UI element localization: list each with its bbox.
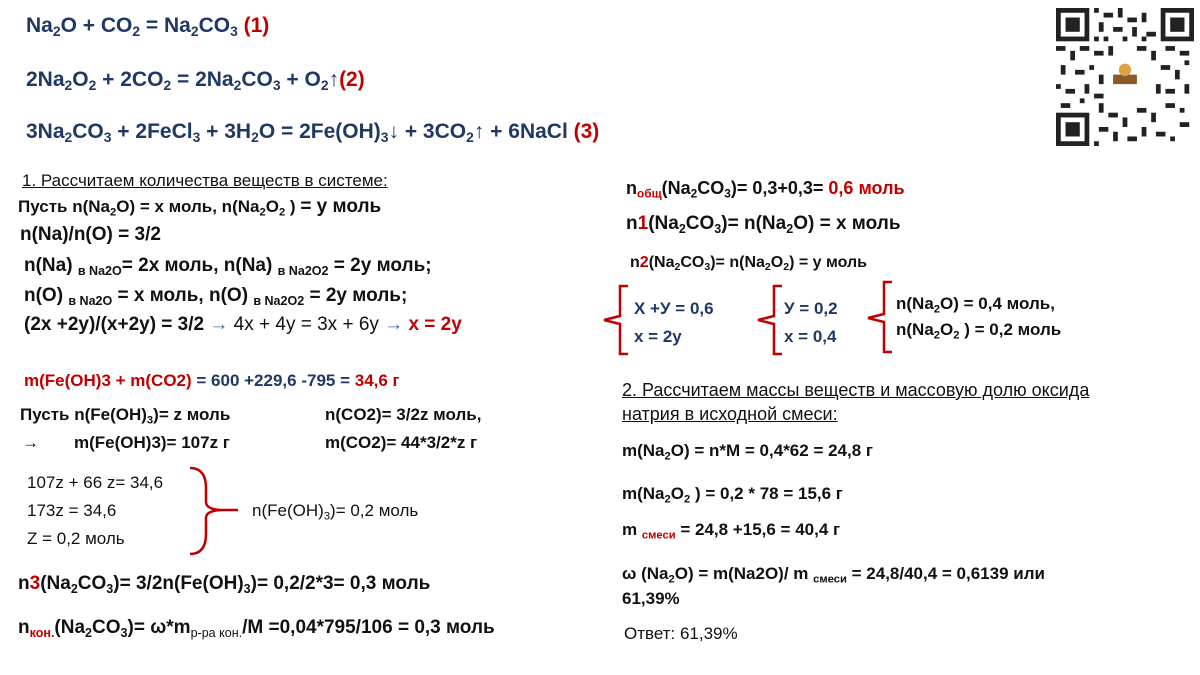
n-co2-line: n(CO2)= 3/2z моль,: [325, 405, 482, 424]
mass-na2o2: $m(Na_2O_2$ ) = 0,2 * 78 = 15,6 г: [622, 484, 843, 506]
ratio-line: n(Na)/n(O) = 3/2: [20, 224, 161, 245]
mass-balance-line: m(Fe(OH)3 + m(CO2) = 600 +229,6 -795 = 34,6 г: [24, 371, 400, 390]
mass-na2o: $m(Na_2O) = n*M = 0,4*62 = 24,8$ г: [622, 441, 873, 463]
n2-line: $n2(Na_2CO_3)= n(Na_2O_2) = y$ моль: [630, 254, 867, 274]
equation-2: $2Na_2O_2 + 2CO_2 = 2Na_2CO_3$ + $O_2↑(2)$: [26, 68, 365, 94]
o-line: n(O) $_{в Na2O}$ = x моль, n(O) $_{в Na2O2}$ = 2y моль;: [24, 285, 408, 308]
left-brace-icon: [864, 280, 894, 356]
let-line-2: Пусть $n(Fe(OH)_3)= z$ моль: [20, 405, 231, 427]
left-brace-icon: [754, 284, 784, 358]
mass-fraction-percent: 61,39%: [622, 589, 680, 608]
result-na2o2: $n(Na_2O_2$ ) = 0,2 моль: [896, 320, 1062, 342]
qr-code-icon: [1056, 8, 1194, 146]
system-1-eq-a: X +У = 0,6: [634, 299, 714, 318]
system-2-eq-a: У = 0,2: [784, 299, 838, 318]
m-co2-line: m(CO2)= 44*3/2*z г: [325, 433, 478, 452]
n3-line: $n3(Na_2CO_3)= 3/2n(Fe(OH)_3)= 0,2/2*3= 0,3$ моль: [18, 573, 431, 596]
system-2-eq-b: x = 0,4: [784, 327, 837, 346]
section-2-heading-line-2: натрия в исходной смеси:: [622, 404, 838, 424]
solve-line: (2x +2y)/(x+2y) = 3/2 → 4x + 4y = 3x + 6y → x = 2y: [24, 314, 462, 335]
result-na2o: $n(Na_2O) = 0,4$ моль,: [896, 294, 1055, 316]
mass-fraction-line: ω $(Na_2O) = m(Na2O)/$ m $_{смеси}$ = 24,8/40,4 = 0,6139 или: [622, 564, 1045, 586]
n-kon-line: $n_{кон.}(Na_2CO_3)= \omega*m_{р-ра кон.}/M =0,04*795/106 = 0,3$ моль: [18, 617, 495, 640]
system-1-eq-b: x = 2y: [634, 327, 682, 346]
right-brace-icon: [188, 466, 244, 556]
equation-1: $Na_2O + CO_2 = Na_2CO_3$ (1): [26, 14, 270, 40]
m-feoh-line: m(Fe(OH)3)= 107z г: [74, 433, 230, 452]
system-result: $n(Fe(OH)_3)= 0,2$ моль: [252, 501, 419, 523]
na-line: n(Na) $_{в Na2O}$= 2x моль, n(Na) $_{в Na2O2}$ = 2y моль;: [24, 255, 432, 278]
arrow-icon: →: [22, 433, 39, 452]
system-eq-2: 173z = 34,6: [27, 501, 117, 520]
system-eq-3: Z = 0,2 моль: [27, 529, 125, 548]
equation-3: $3Na_2CO_3$ + 2FeCl$_3$ + $3H_2O$ = $2Fe(OH)_3↓$ + $3CO_2↑$ + 6NaCl (3): [26, 120, 600, 146]
answer: Ответ: 61,39%: [624, 624, 738, 643]
section-2-heading-line-1: 2. Рассчитаем массы веществ и массовую долю оксида: [622, 380, 1090, 400]
n-total-line: $n_{общ}(Na_2CO_3)= 0,3+0,3= 0,6$ моль: [626, 178, 905, 201]
system-eq-1: 107z + 66 z= 34,6: [27, 473, 164, 492]
mass-mixture: m $_{смеси}$ = 24,8 +15,6 = 40,4 г: [622, 520, 841, 542]
section-1-heading: 1. Рассчитаем количества веществ в системе:: [22, 171, 388, 190]
let-line-1: Пусть $n(Na_2O) = x$ моль, $n(Na_2O_2$ ) = y моль: [18, 196, 382, 219]
left-brace-icon: [600, 284, 630, 358]
n1-line: $n1(Na_2CO_3)= n(Na_2O) = x$ моль: [626, 213, 901, 236]
